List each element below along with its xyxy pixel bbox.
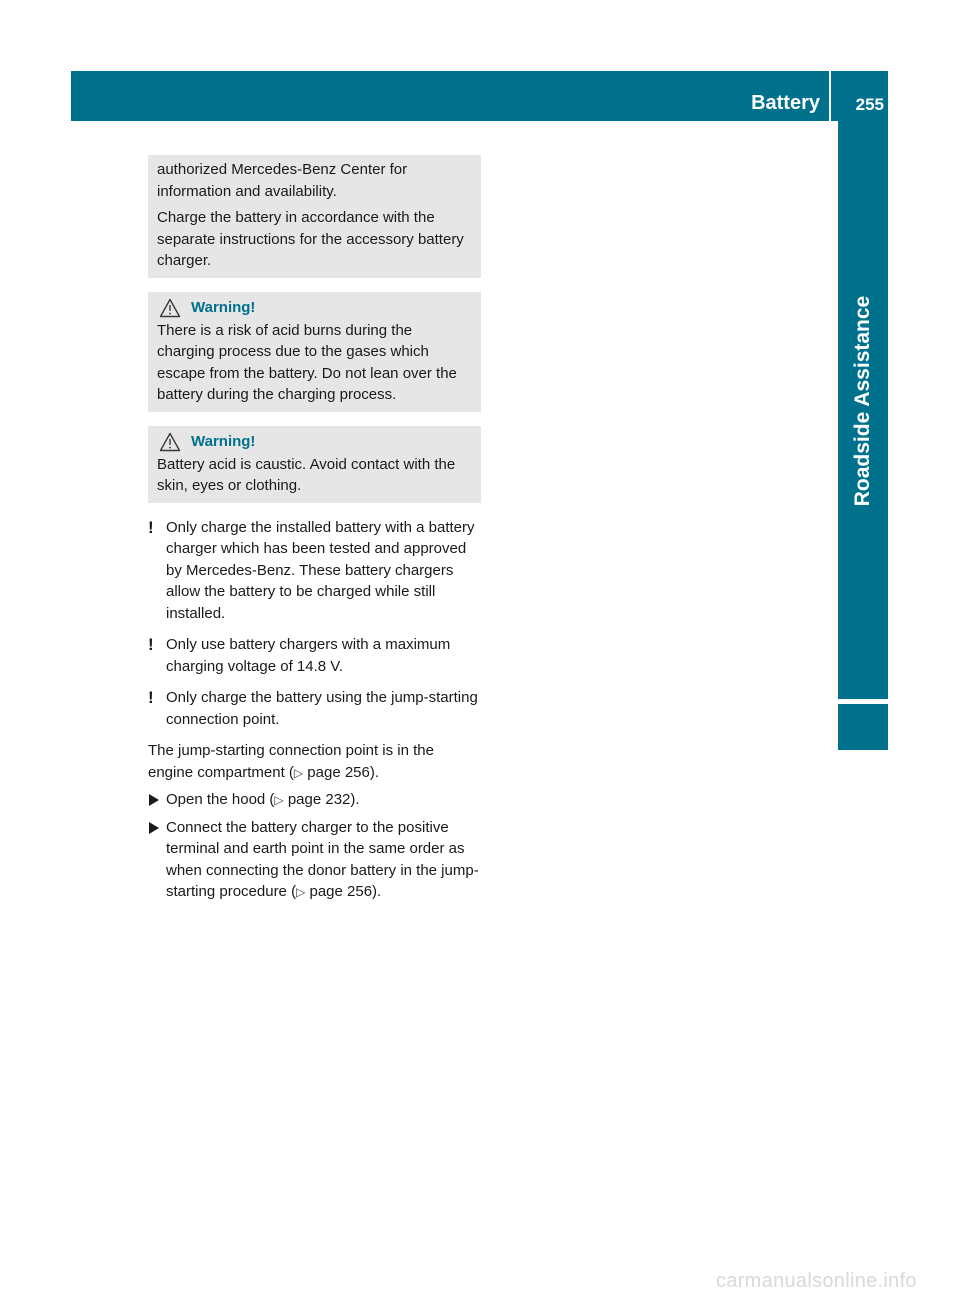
caution-note <box>148 517 481 625</box>
main-column <box>148 155 481 909</box>
header-divider <box>829 71 831 121</box>
warning-box <box>148 426 481 503</box>
page-reference-icon: ▷ <box>274 793 284 807</box>
info-box-line: authorized Mercedes-Benz Center for information and availability. <box>157 161 408 200</box>
instruction-step <box>148 817 481 904</box>
caution-icon: ! <box>148 517 154 537</box>
page-reference-link[interactable]: page 256). <box>303 763 380 781</box>
caution-icon: ! <box>148 688 154 707</box>
caution-note <box>148 687 481 730</box>
caution-note-text: Only charge the installed battery with a battery charger which has been tested and approved by Mercedes-Benz. These battery chargers allow the battery to be charged while still installed. <box>166 518 475 622</box>
warning-label: Warning! <box>191 298 256 316</box>
warning-header <box>157 430 472 454</box>
page-reference-icon: ▷ <box>293 765 304 780</box>
chapter-tab-label: Roadside Assistance <box>851 295 875 507</box>
caution-note <box>148 634 481 677</box>
header-bar <box>71 71 888 121</box>
page-reference-link[interactable]: page 256). <box>305 883 382 900</box>
chapter-marker-block <box>838 704 888 750</box>
info-box <box>148 155 481 278</box>
instruction-step <box>148 789 481 812</box>
step-text: Open the hood ( <box>166 791 275 808</box>
warning-box <box>148 292 481 412</box>
section-title: Battery <box>751 92 820 114</box>
paragraph-text: The jump-starting connection point is in the engine compartment ( <box>148 742 434 781</box>
step-text: Connect the battery charger to the positive terminal and earth point in the same order as when connecting the donor battery in the jump-starting procedure ( <box>166 818 479 900</box>
warning-text: Battery acid is caustic. Avoid contact with the skin, eyes or clothing. <box>157 455 456 494</box>
warning-label: Warning! <box>191 432 256 450</box>
page-reference-icon: ▷ <box>296 885 306 899</box>
chapter-tab <box>838 121 888 699</box>
step-arrow-icon <box>149 794 159 806</box>
info-box-line: Charge the battery in accordance with the separate instructions for the accessory battery charger. <box>157 209 464 269</box>
step-arrow-icon <box>149 822 159 834</box>
warning-text: There is a risk of acid burns during the charging process due to the gases which escape from the battery. Do not lean over the battery during the charging process. <box>157 321 457 403</box>
page-reference-link[interactable]: page 232). <box>283 791 360 808</box>
warning-triangle-icon <box>159 432 181 452</box>
warning-triangle-icon <box>159 298 181 318</box>
body-paragraph <box>148 740 481 784</box>
caution-note-text: Only use battery chargers with a maximum charging voltage of 14.8 V. <box>166 636 451 675</box>
warning-header <box>157 296 472 320</box>
page-number: 255 <box>855 95 884 114</box>
caution-icon: ! <box>148 635 154 654</box>
caution-note-text: Only charge the battery using the jump-starting connection point. <box>166 689 478 728</box>
watermark: carmanualsonline.info <box>716 1270 917 1292</box>
